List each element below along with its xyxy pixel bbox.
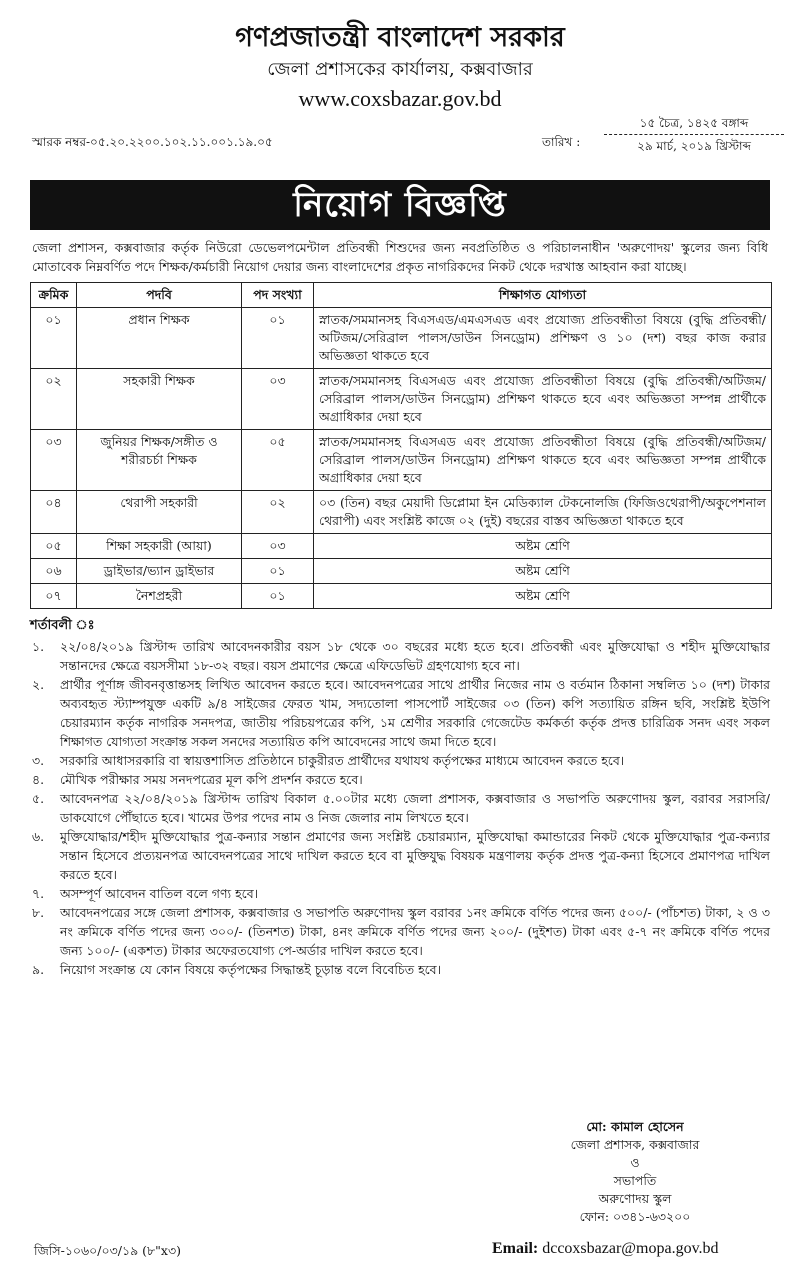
email-link[interactable]: dccoxsbazar@mopa.gov.bd xyxy=(542,1240,719,1257)
cell-qualification: অষ্টম শ্রেণি xyxy=(314,559,772,584)
cell-qualification: অষ্টম শ্রেণি xyxy=(314,584,772,609)
condition-number: ৫. xyxy=(32,790,45,806)
cell-serial: ০৪ xyxy=(31,491,77,534)
intro-paragraph: জেলা প্রশাসন, কক্সবাজার কর্তৃক নিউরো ডেভেলপমেন্টাল প্রতিবন্ধী শিশুদের জন্য নবপ্রতিষ্ঠিত ও পরিচালনাধীন 'অরুণোদয়' স্কুলের জন্য বিধি মোতাবেক নিম্নবর্ণিত পদে শিক্ষক/কর্মচারী নিয়োগ দেয়ার জন্য বাংলাদেশের প্রকৃত নাগরিকদের নিকট থেকে দরখাস্ত আহবান করা যাচ্ছে। xyxy=(32,240,768,274)
header-post: পদবি xyxy=(77,283,242,308)
table-row xyxy=(31,369,772,430)
website-link[interactable]: www.coxsbazar.gov.bd xyxy=(298,86,502,111)
cell-qualification: স্নাতক/সমমানসহ বিএসএড/এমএসএড এবং প্রযোজ্য প্রতিবন্ধীতা বিষয়ে (বুদ্ধি প্রতিবন্ধী/অটিজম/সেরিব্রাল পালস/ডাউন সিনড্রোম) প্রশিক্ষণ ও ১০ (দশ) বছর কাজ করার অভিজ্ঞতা থাকতে হবে xyxy=(314,308,772,369)
cell-serial: ০৩ xyxy=(31,430,77,491)
date-bangla: ১৫ চৈত্র, ১৪২৫ বঙ্গাব্দ xyxy=(639,116,749,130)
condition-text: মুক্তিযোদ্ধার/শহীদ মুক্তিযোদ্ধার পুত্র-কন্যার সন্তান প্রমাণের জন্য সংশ্লিষ্ট চেয়ারম্যান, মুক্তিযোদ্ধা কমান্ডারের নিকট থেকে মুক্তিযোদ্ধার পুত্র-কন্যার সন্তান হিসেবে প্রত্যয়নপত্র আবেদনপত্রের সাথে দাখিল করতে হবে বা মুক্তিযুদ্ধ বিষয়ক মন্ত্রণালয় কর্তৃক প্রদত্ত পুত্র-কন্যা হিসেবে প্রমাণপত্র দাখিল করতে হবে। xyxy=(60,828,770,882)
condition-number: ৯. xyxy=(32,961,45,977)
gc-reference: জিসি-১০৬০/০৩/১৯ (৮"x৩) xyxy=(34,1243,181,1258)
cell-qualification: স্নাতক/সমমানসহ বিএসএড এবং প্রযোজ্য প্রতিবন্ধীতা বিষয়ে (বুদ্ধি প্রতিবন্ধী/অটিজম/সেরিব্রাল পালস/ডাউন সিনড্রোম) প্রশিক্ষণ থাকতে হবে এবং অভিজ্ঞতা সম্পন্ন প্রার্থীকে অগ্রাধিকার দেয়া হবে xyxy=(314,430,772,491)
cell-post: সহকারী শিক্ষক xyxy=(77,369,242,430)
signatory-and: ও xyxy=(630,1155,640,1170)
cell-post: থেরাপী সহকারী xyxy=(77,491,242,534)
memo-row xyxy=(30,114,770,176)
signatory-name: মো: কামাল হোসেন xyxy=(586,1119,684,1134)
list-item xyxy=(30,789,770,827)
list-item xyxy=(30,903,770,960)
condition-text: আবেদনপত্রের সঙ্গে জেলা প্রশাসক, কক্সবাজার ও সভাপতি অরুণোদয় স্কুল বরাবর ১নং ক্রমিকে বর্ণিত পদের জন্য ৫০০/- (পাঁচশত) টাকা, ২ ও ৩ নং ক্রমিকে বর্ণিত পদের জন্য ৩০০/- (তিনশত) টাকা, ৪নং ক্রমিকে বর্ণিত পদের জন্য ২০০/- (দুইশত) টাকা এবং ৫-৭ নং ক্রমিকে বর্ণিত পদের জন্য ১০০/- (একশত) টাকার অফেরতযোগ্য পে-অর্ডার দাখিল করতে হবে। xyxy=(60,904,770,958)
cell-serial: ০৫ xyxy=(31,534,77,559)
notice-title: নিয়োগ বিজ্ঞপ্তি xyxy=(30,180,770,230)
condition-text: ২২/০৪/২০১৯ খ্রিস্টাব্দ তারিখ আবেদনকারীর বয়স ১৮ থেকে ৩০ বছরের মধ্যে হতে হবে। প্রতিবন্ধী এবং মুক্তিযোদ্ধা ও শহীদ মুক্তিযোদ্ধার সন্তানদের ক্ষেত্রে বয়সসীমা ১৮-৩২ বছর। বয়স প্রমাণের ক্ষেত্রে এফিডেভিট গ্রহণযোগ্য হবে না। xyxy=(60,638,770,673)
list-item xyxy=(30,637,770,675)
table-header-row xyxy=(31,283,772,308)
cell-qualification: স্নাতক/সমমানসহ বিএসএড এবং প্রযোজ্য প্রতিবন্ধীতা বিষয়ে (বুদ্ধি প্রতিবন্ধী/অটিজম/সেরিব্রাল পালস/ডাউন সিনড্রোম) প্রশিক্ষণ থাকতে হবে এবং অভিজ্ঞতা সম্পন্ন প্রার্থীকে অগ্রাধিকার দেয়া হবে xyxy=(314,369,772,430)
condition-number: ২. xyxy=(32,676,45,692)
condition-number: ১. xyxy=(32,638,45,654)
table-row xyxy=(31,308,772,369)
table-row xyxy=(31,491,772,534)
cell-serial: ০৭ xyxy=(31,584,77,609)
signature-block xyxy=(520,1118,750,1226)
cell-count: ০১ xyxy=(242,559,314,584)
memo-number: স্মারক নম্বর-০৫.২০.২২০০.১০২.১১.০০১.১৯.০৫ xyxy=(32,135,273,149)
list-item xyxy=(30,751,770,770)
date-label: তারিখ : xyxy=(542,135,581,149)
cell-post: শিক্ষা সহকারী (আয়া) xyxy=(77,534,242,559)
cell-count: ০২ xyxy=(242,491,314,534)
condition-number: ৪. xyxy=(32,771,45,787)
government-name: গণপ্রজাতন্ত্রী বাংলাদেশ সরকার xyxy=(235,22,565,53)
cell-post: নৈশপ্রহরী xyxy=(77,584,242,609)
table-row xyxy=(31,559,772,584)
cell-count: ০৩ xyxy=(242,369,314,430)
signatory-phone: ফোন: ০৩৪১-৬৩২০০ xyxy=(579,1209,691,1224)
list-item xyxy=(30,827,770,884)
list-item xyxy=(30,770,770,789)
cell-serial: ০১ xyxy=(31,308,77,369)
email-label: Email: xyxy=(492,1240,539,1257)
signatory-role: সভাপতি xyxy=(613,1173,657,1188)
cell-qualification: ০৩ (তিন) বছর মেয়াদী ডিপ্লোমা ইন মেডিক্যাল টেকনোলজি (ফিজিওথেরাপী/অকুপেশনাল থেরাপী) এবং সংশ্লিষ্ট কাজে ০২ (দুই) বছরের বাস্তব অভিজ্ঞতা থাকতে হবে xyxy=(314,491,772,534)
header-count: পদ সংখ্যা xyxy=(242,283,314,308)
cell-count: ০১ xyxy=(242,308,314,369)
cell-qualification: অষ্টম শ্রেণি xyxy=(314,534,772,559)
table-row xyxy=(31,430,772,491)
list-item xyxy=(30,960,770,979)
condition-text: নিয়োগ সংক্রান্ত যে কোন বিষয়ে কর্তৃপক্ষের সিদ্ধান্তই চূড়ান্ত বলে বিবেচিত হবে। xyxy=(60,961,442,977)
date-english: ২৯ মার্চ, ২০১৯ খ্রিস্টাব্দ xyxy=(637,139,751,153)
condition-text: সরকারি আধাসরকারি বা স্বায়ত্তশাসিত প্রতিষ্ঠানে চাকুরীরত প্রার্থীদের যথাযথ কর্তৃপক্ষের মাধ্যমে আবেদন করতে হবে। xyxy=(60,752,625,768)
condition-text: অসম্পূর্ণ আবেদন বাতিল বলে গণ্য হবে। xyxy=(60,885,259,901)
table-row xyxy=(31,534,772,559)
condition-text: প্রার্থীর পূর্ণাঙ্গ জীবনবৃত্তান্তসহ লিখিত আবেদন করতে হবে। আবেদনপত্রের সাথে প্রার্থীর নিজের নাম ও বর্তমান ঠিকানা সম্বলিত ১০ (দশ) টাকার অব্যবহৃত স্ট্যাম্পযুক্ত একটি ৯/৪ সাইজের ফেরত খাম, সদ্যতোলা পাসপোর্ট সাইজের ০৩ (তিন) কপি সত্যায়িত রঙ্গিন ছবি, সংশ্লিষ্ট ইউপি চেয়ারম্যান কর্তৃক নাগরিক সনদপত্র, জাতীয় পরিচয়পত্রের কপি, ১ম শ্রেণীর সরকারি গেজেটেড কর্মকর্তা কর্তৃক প্রদত্ত চারিত্রিক সনদ এবং সকল শিক্ষাগত যোগ্যতা সংক্রান্ত সকল সনদের সত্যায়িত কপি আবেদনের সাথে জমা দিতে হবে। xyxy=(60,676,770,749)
list-item xyxy=(30,884,770,903)
conditions-title: শর্তাবলী ঃ xyxy=(30,618,95,633)
condition-text: আবেদনপত্র ২২/০৪/২০১৯ খ্রিস্টাব্দ তারিখ বিকাল ৫.০০টার মধ্যে জেলা প্রশাসক, কক্সবাজার ও সভাপতি অরুণোদয় স্কুল, বরাবর সরাসরি/ডাকযোগে পৌঁছাতে হবে। খামের উপর পদের নাম ও নিজ জেলার নাম লিখতে হবে। xyxy=(60,790,770,825)
condition-number: ৩. xyxy=(32,752,45,768)
letterhead xyxy=(30,0,770,114)
date-divider xyxy=(604,134,784,135)
conditions-list xyxy=(30,637,770,979)
cell-count: ০১ xyxy=(242,584,314,609)
cell-post: ড্রাইভার/ভ্যান ড্রাইভার xyxy=(77,559,242,584)
condition-text: মৌখিক পরীক্ষার সময় সনদপত্রের মূল কপি প্রদর্শন করতে হবে। xyxy=(60,771,363,787)
cell-serial: ০৬ xyxy=(31,559,77,584)
email-line xyxy=(492,1238,719,1260)
signatory-title: জেলা প্রশাসক, কক্সবাজার xyxy=(570,1137,700,1152)
list-item xyxy=(30,675,770,751)
header-serial: ক্রমিক xyxy=(31,283,77,308)
condition-number: ৭. xyxy=(32,885,45,901)
cell-count: ০৫ xyxy=(242,430,314,491)
header-qualification: শিক্ষাগত যোগ্যতা xyxy=(314,283,772,308)
table-row xyxy=(31,584,772,609)
condition-number: ৬. xyxy=(32,828,45,844)
cell-serial: ০২ xyxy=(31,369,77,430)
signatory-school: অরুণোদয় স্কুল xyxy=(598,1191,672,1206)
cell-post: প্রধান শিক্ষক xyxy=(77,308,242,369)
office-name: জেলা প্রশাসকের কার্যালয়, কক্সবাজার xyxy=(267,59,533,80)
cell-post: জুনিয়র শিক্ষক/সঙ্গীত ও শরীরচর্চা শিক্ষক xyxy=(77,430,242,491)
date-block xyxy=(604,114,784,155)
cell-count: ০৩ xyxy=(242,534,314,559)
posts-table xyxy=(30,282,772,609)
condition-number: ৮. xyxy=(32,904,45,920)
